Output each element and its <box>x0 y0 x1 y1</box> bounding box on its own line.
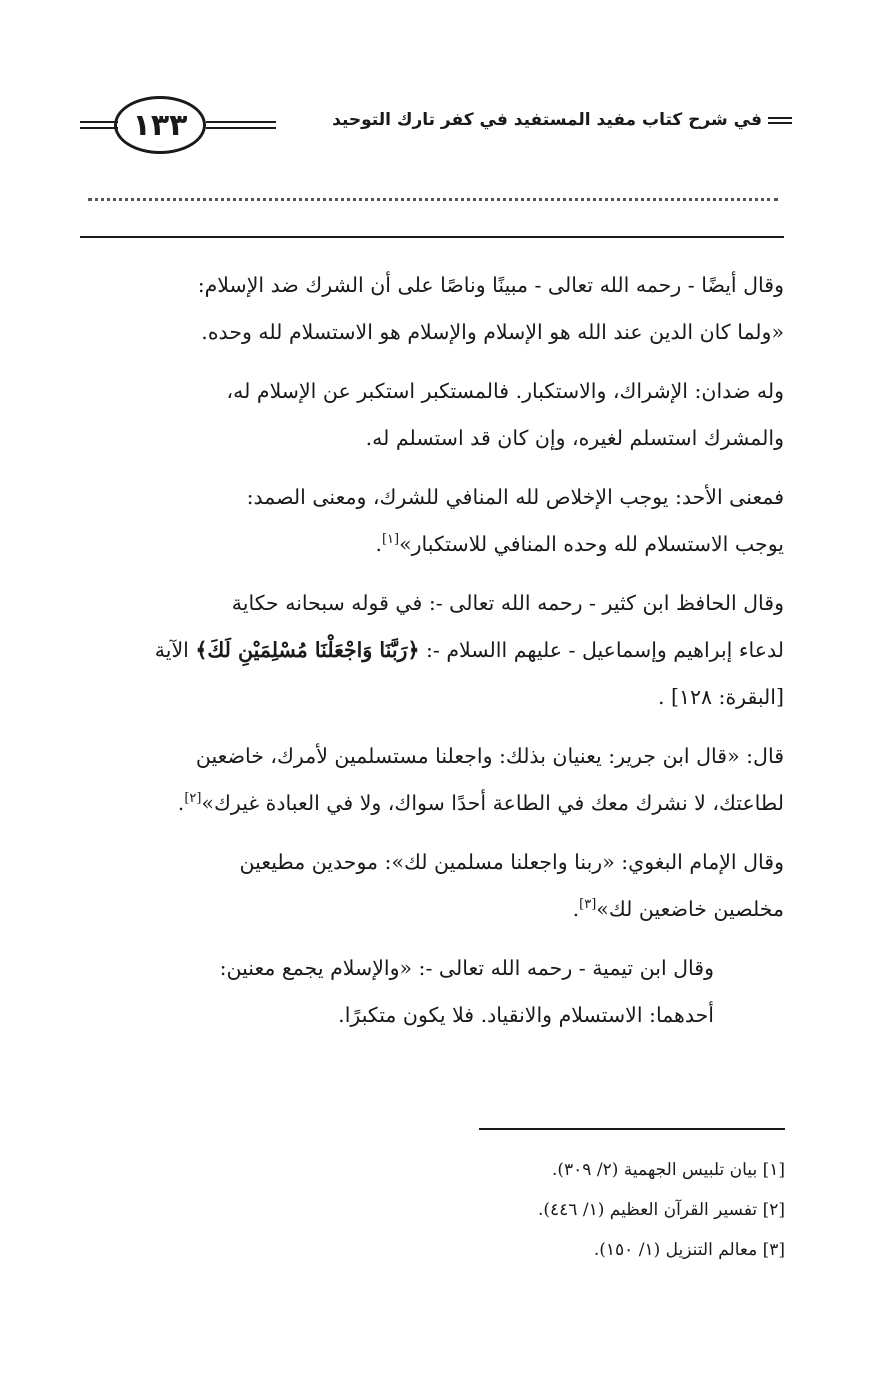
verse-reference: [البقرة: ١٢٨] . <box>657 685 784 709</box>
footnote-ref: [٢] <box>184 791 202 807</box>
footnote: [٢] تفسير القرآن العظيم (١/ ٤٤٦). <box>538 1200 785 1220</box>
text-line: وقال الإمام البغوي: «ربنا واجعلنا مسلمين لك»: موحدين مطيعين <box>239 850 784 874</box>
text-line: وقال أيضًا - رحمه الله تعالى - مبينًا وناصًا على أن الشرك ضد الإسلام: <box>197 273 784 297</box>
ornament-line <box>206 121 276 123</box>
quran-verse: ﴿رَبَّنَا وَاجْعَلْنَا مُسْلِمَيْنِ لَكَ﴾ <box>195 638 420 662</box>
text-line: لدعاء إبراهيم وإسماعيل - عليهم االسلام -: <box>426 638 784 662</box>
text-line: وقال الحافظ ابن كثير - رحمه الله تعالى -: في قوله سبحانه حكاية <box>231 591 784 615</box>
dotted-separator <box>88 198 778 201</box>
main-text <box>80 262 784 1051</box>
paragraph <box>80 945 784 1039</box>
sentence-end: . <box>572 897 580 921</box>
ornament-line <box>206 127 276 129</box>
ornament-line <box>80 121 118 123</box>
footnote-ref: [٣] <box>579 897 597 913</box>
footnote-rule <box>479 1128 785 1130</box>
text-line: والمشرك استسلم لغيره، وإن كان قد استسلم له. <box>365 426 784 450</box>
footnote-ref: [١] <box>381 532 400 548</box>
text-line: وقال ابن تيمية - رحمه الله تعالى -: «والإسلام يجمع معنين: <box>219 956 714 980</box>
sentence-end: . <box>375 532 382 556</box>
footnote: [٣] معالم التنزيل (١/ ١٥٠). <box>593 1240 785 1260</box>
paragraph <box>80 474 784 568</box>
footnote: [١] بيان تلبيس الجهمية (٢/ ٣٠٩). <box>552 1160 785 1180</box>
text-line: «ولما كان الدين عند الله هو الإسلام والإسلام هو الاستسلام لله وحده. <box>201 320 784 344</box>
paragraph <box>80 262 784 356</box>
paragraph <box>80 839 784 933</box>
text-line: قال: «قال ابن جرير: يعنيان بذلك: واجعلنا مستسلمين لأمرك، خاضعين <box>195 744 784 768</box>
running-title <box>332 110 792 130</box>
header-rule <box>80 236 784 238</box>
text-line: الآية <box>154 638 189 662</box>
sentence-end: . <box>177 791 185 815</box>
text-line: يوجب الاستسلام لله وحده المنافي للاستكبار» <box>399 532 784 556</box>
text-line: مخلصين خاضعين لك» <box>596 897 784 921</box>
paragraph <box>80 368 784 462</box>
text-line: فمعنى الأحد: يوجب الإخلاص لله المنافي للشرك، ومعنى الصمد: <box>246 485 784 509</box>
page-header <box>80 92 792 164</box>
paragraph <box>80 580 784 721</box>
running-title-text: في شرح كتاب مفيد المستفيد في كفر تارك التوحيد <box>332 110 762 130</box>
text-line: وله ضدان: الإشراك، والاستكبار. فالمستكبر استكبر عن الإسلام له، <box>226 379 784 403</box>
text-line: أحدهما: الاستسلام والانقياد. فلا يكون متكبرًا. <box>338 1003 714 1027</box>
footnotes <box>185 1150 785 1270</box>
ornament-line <box>80 127 118 129</box>
page-number: ١٣٣ <box>114 96 206 154</box>
text-line: لطاعتك، لا نشرك معك في الطاعة أحدًا سواك، ولا في العبادة غيرك» <box>201 791 784 815</box>
title-ornament-dash <box>768 117 792 124</box>
page-number-ornament <box>80 92 280 164</box>
paragraph <box>80 733 784 827</box>
